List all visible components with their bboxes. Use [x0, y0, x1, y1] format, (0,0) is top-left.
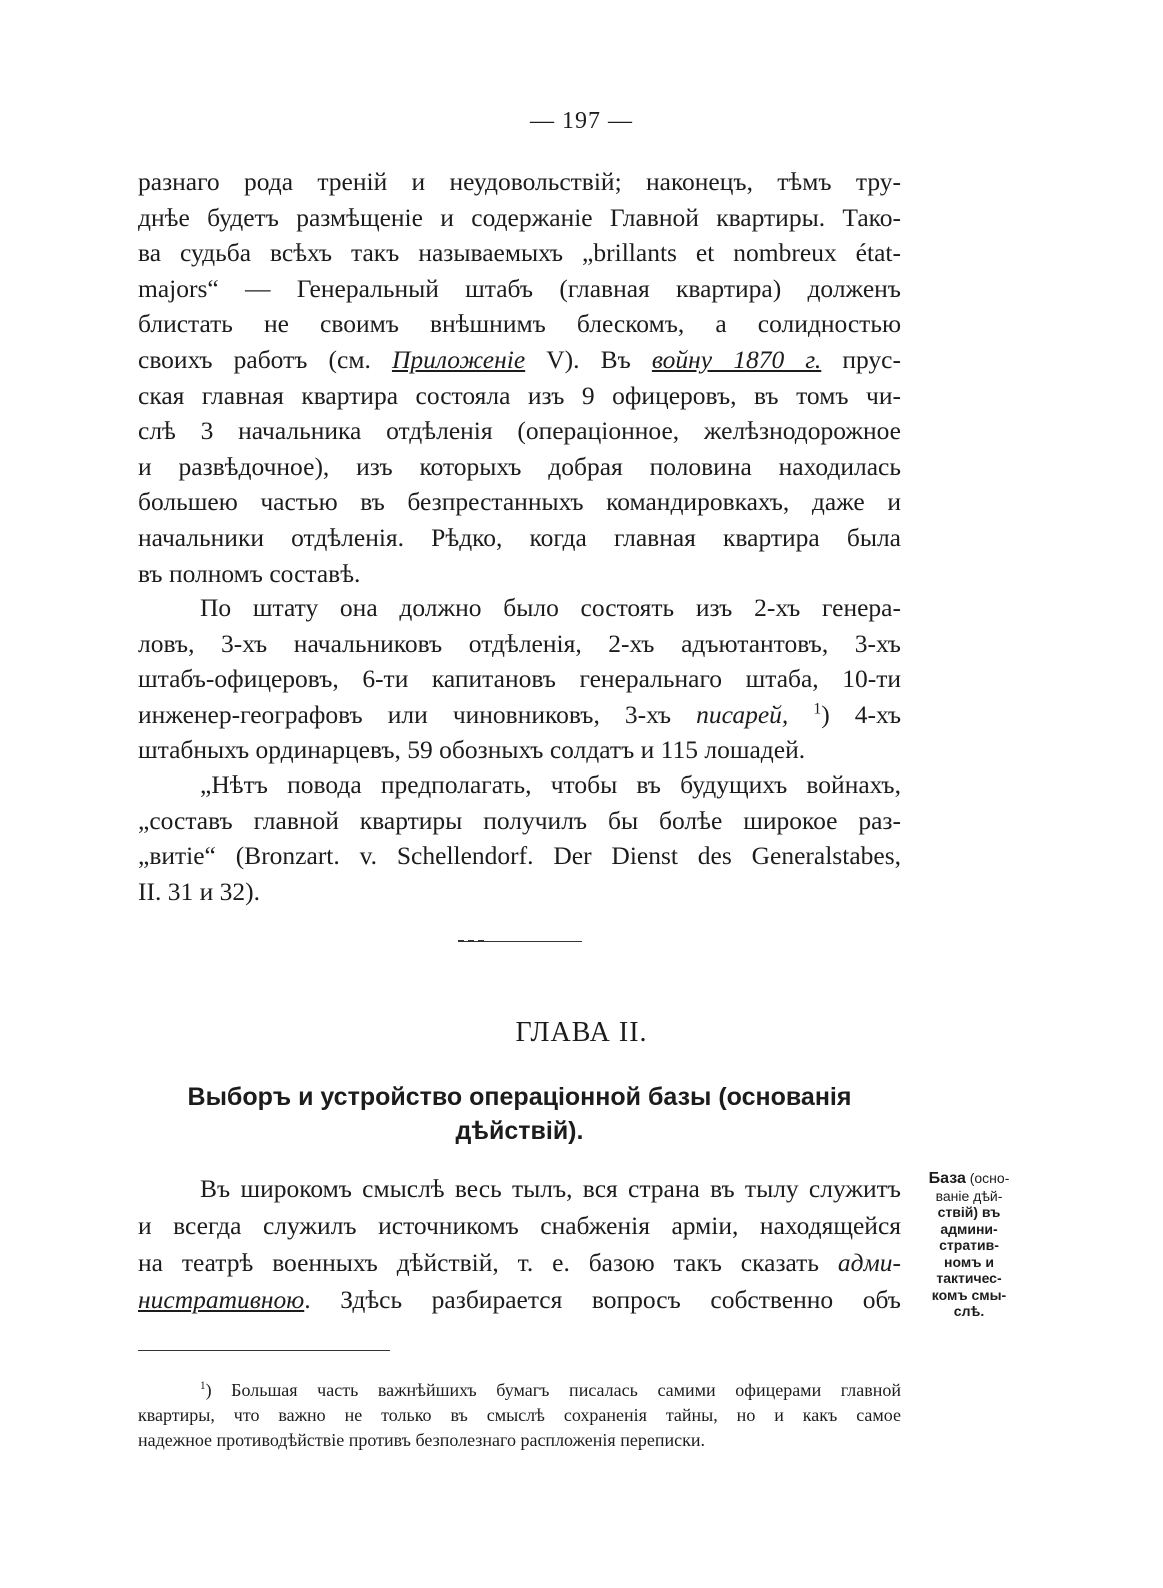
section-divider [460, 941, 582, 942]
footnote-number: 1 [200, 1380, 206, 1392]
margin-note-line: слѣ. [953, 1303, 985, 1319]
text-span: своихъ работъ (см. [138, 344, 392, 374]
text-line: II. 31 и 32). [138, 876, 260, 906]
text-line [138, 1281, 901, 1318]
paragraph-staff-composition [138, 590, 901, 768]
text-line: ва судьба всѣхъ такъ называемыхъ „brillants et nombreux état- [138, 238, 901, 268]
margin-note-line: ствій) въ [937, 1204, 1001, 1220]
footnote-line [138, 1378, 901, 1403]
text-line: и всегда служилъ источникомъ снабженія арміи, находящейся [138, 1211, 901, 1240]
paragraph-main-staff [138, 164, 901, 591]
text-line: „витіе“ (Bronzart. v. Schellendorf. Der Dienst des Generalstabes, [138, 841, 901, 871]
text-line: штабъ-офицеровъ, 6-ти капитановъ генеральнаго штаба, 10-ти [138, 664, 901, 694]
margin-note-line: комъ смы- [931, 1286, 1007, 1303]
text-span: на театрѣ военныхъ дѣйствій, т. е. базою такъ сказать [138, 1248, 838, 1277]
footnote [138, 1378, 901, 1453]
footnote-line: надежное противодѣйствіе противъ безполезнаго распложенія переписки. [138, 1430, 705, 1450]
margin-note-line: номъ и [944, 1253, 994, 1270]
text-span: инженер-географовъ или чиновниковъ, 3-хъ [138, 699, 697, 729]
text-span: ) Большая часть важнѣйшихъ бумагъ писалась самими офицерами главной [205, 1380, 901, 1400]
text-span: . Здѣсь разбирается вопросъ собственно объ [304, 1285, 901, 1314]
text-line [138, 342, 901, 378]
text-line: и развѣдочное), изъ которыхъ добрая половина находилась [138, 451, 901, 481]
administrative-term: нистративною [138, 1285, 305, 1314]
clerks-term: писарей, [696, 699, 789, 729]
text-line: разнаго рода треній и неудовольствій; наконецъ, тѣмъ тру- [138, 167, 901, 196]
margin-note-line: стратив- [939, 1237, 999, 1253]
text-line: блистать не своимъ внѣшнимъ блескомъ, а солидностью [138, 309, 901, 339]
text-line: ская главная квартира состояла изъ 9 офицеровъ, въ томъ чи- [138, 380, 901, 410]
text-line: По штату она должно было состоять изъ 2-хъ генера- [200, 593, 901, 622]
text-span: ) 4-хъ [821, 699, 902, 729]
war-1870-reference: войну 1870 г. [651, 344, 822, 374]
margin-note-line: админи- [940, 1220, 998, 1237]
margin-note-line: тактичес- [936, 1270, 1002, 1286]
text-span: (осно- [965, 1170, 1010, 1186]
paragraph-quote [138, 767, 901, 909]
text-line: ловъ, 3-хъ начальниковъ отдѣленія, 2-хъ адъютантовъ, 3-хъ [138, 628, 901, 658]
page-number: — 197 — [530, 108, 633, 134]
chapter-title [138, 1080, 901, 1148]
text-line: начальники отдѣленія. Рѣдко, когда главная квартира была [138, 522, 901, 552]
footnote-rule [138, 1350, 390, 1351]
footnote-line: квартиры, что важно не только въ смыслѣ сохраненія тайны, но и какъ самое [138, 1405, 901, 1425]
text-line: слѣ 3 начальника отдѣленія (операціонное, желѣзнодорожное [138, 416, 901, 446]
text-span: V). Въ [525, 344, 652, 374]
text-line [138, 1244, 901, 1281]
margin-note [905, 1170, 1033, 1320]
administrative-term: адми- [837, 1248, 901, 1277]
text-line: большею частью въ безпрестанныхъ командировкахъ, даже и [138, 487, 901, 517]
chapter-title-line: Выборъ и устройство операціонной базы (основанія [187, 1083, 852, 1111]
text-line: днѣе будетъ размѣщеніе и содержаніе Главной квартиры. Тако- [138, 202, 901, 232]
text-line: „Нѣтъ повода предполагать, чтобы въ будущихъ войнахъ, [200, 770, 901, 799]
appendix-reference: Приложеніе [391, 344, 526, 374]
footnote-marker[interactable]: 1 [813, 700, 822, 718]
text-span: прус- [821, 344, 901, 374]
margin-note-line [905, 1170, 1033, 1188]
chapter-label: ГЛАВА II. [515, 1017, 648, 1048]
chapter-title-line: дѣйствій). [455, 1117, 584, 1145]
text-line [138, 697, 901, 733]
paragraph-base [138, 1170, 901, 1318]
text-line: majors“ — Генеральный штабъ (главная квартира) долженъ [138, 273, 901, 303]
text-line: „составъ главной квартиры получилъ бы болѣе широкое раз- [138, 805, 901, 835]
margin-note-line: ваніе дѣй- [935, 1187, 1003, 1204]
text-line: въ полномъ составѣ. [138, 558, 361, 588]
text-line: штабныхъ ординарцевъ, 59 обозныхъ солдатъ и 115 лошадей. [138, 735, 806, 765]
text-line: Въ широкомъ смыслѣ весь тылъ, вся страна въ тылу служитъ [200, 1174, 901, 1203]
margin-note-lead: База [928, 1170, 966, 1187]
